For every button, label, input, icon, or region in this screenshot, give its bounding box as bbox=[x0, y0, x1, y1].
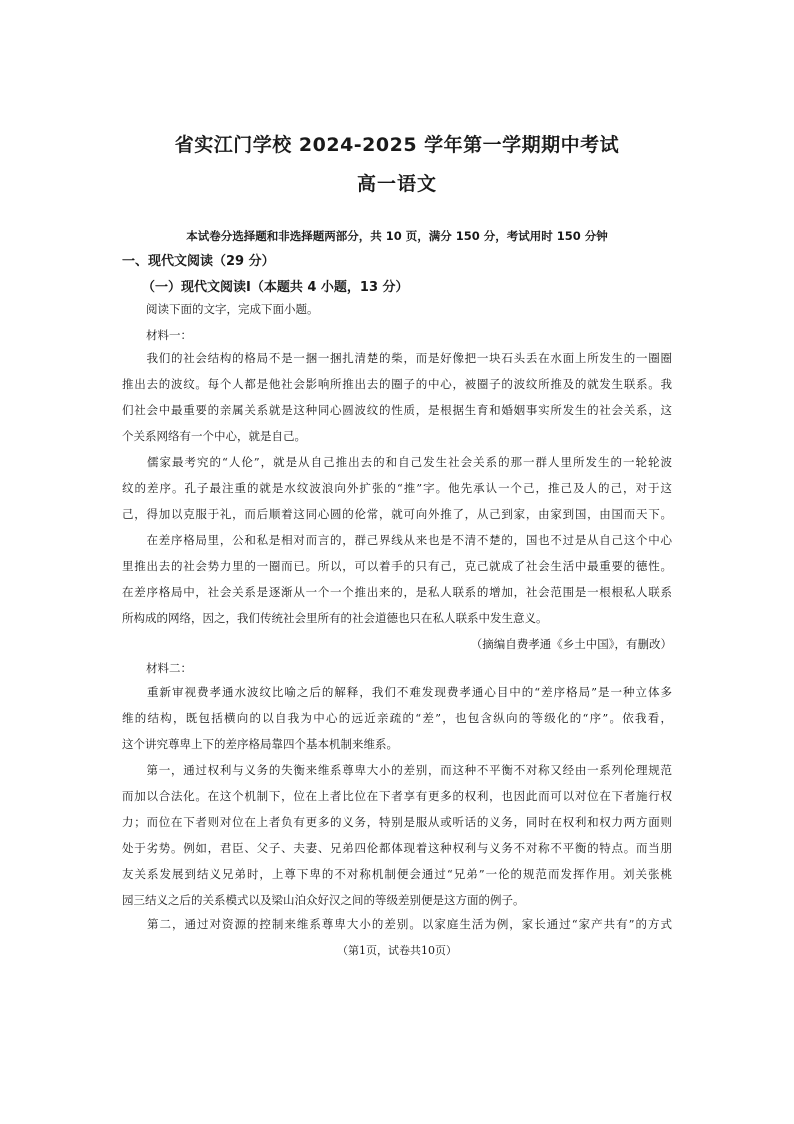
paragraph-line: 里推出去的社会势力里的一圈而已。所以，可以着手的只有己，克己就成了社会生活中最重要的德性。 bbox=[122, 559, 672, 573]
paragraph-line: 园三结义之后的关系模式以及梁山泊众好汉之间的等级差别便是这方面的例子。 bbox=[122, 893, 525, 907]
paragraph-line: 维的结构，既包括横向的以自我为中心的远近亲疏的“差”，也包含纵向的等级化的“序”。依我看， bbox=[122, 711, 672, 725]
paragraph-line: 第二，通过对资源的控制来维系尊卑大小的差别。以家庭生活为例，家长通过“家产共有”的方式 bbox=[122, 917, 672, 931]
material1-label: 材料一： bbox=[146, 328, 192, 342]
page-footer: （第1页，试卷共10页） bbox=[337, 944, 457, 957]
exam-note: 本试卷分选择题和非选择题两部分，共 10 页，满分 150 分，考试用时 150 分钟 bbox=[186, 229, 608, 243]
paragraph-line: 在差序格局中，社会关系是逐渐从一个一个推出来的，是私人联系的增加，社会范围是一根根私人联系 bbox=[122, 585, 672, 599]
paragraph-line: 纹的差序。孔子最注重的就是水纹波浪向外扩张的“推”字。他先承认一个己，推己及人的己，对于这 bbox=[122, 481, 672, 495]
material2-label: 材料二： bbox=[146, 661, 192, 675]
paragraph-line: 第一，通过权利与义务的失衡来维系尊卑大小的差别，而这种不平衡不对称又经由一系列伦理规范 bbox=[122, 763, 672, 777]
paragraph-line: 我们的社会结构的格局不是一捆一捆扎清楚的柴，而是好像把一块石头丢在水面上所发生的一圈圈 bbox=[122, 351, 672, 365]
paragraph-line: 己，得加以克服于礼，而后顺着这同心圆的伦常，就可向外推了，从己到家，由家到国，由国而天下。 bbox=[122, 507, 672, 521]
paragraph-line: 友关系发展到结义兄弟时，上尊下卑的不对称机制便会通过“兄弟”一伦的规范而发挥作用。刘关张桃 bbox=[122, 867, 672, 881]
paragraph-line: 儒家最考究的“人伦”，就是从自己推出去的和自己发生社会关系的那一群人里所发生的一轮轮波 bbox=[122, 455, 672, 469]
paragraph-line: 重新审视费孝通水波纹比喻之后的解释，我们不难发现费孝通心目中的“差序格局”是一种立体多 bbox=[122, 685, 672, 699]
exam-title: 省实江门学校 2024-2025 学年第一学期期中考试 bbox=[174, 134, 620, 156]
paragraph-line: 们社会中最重要的亲属关系就是这种同心圆波纹的性质，是根据生育和婚姻事实所发生的社会关系，这 bbox=[122, 403, 672, 417]
instruction-text: 阅读下面的文字，完成下面小题。 bbox=[146, 302, 319, 316]
paragraph-line: 处于劣势。例如，君臣、父子、夫妻、兄弟四伦都体现着这种权利与义务不对称不平衡的特点。而当朋 bbox=[122, 841, 672, 855]
section-heading: 一、现代文阅读（29 分） bbox=[122, 254, 275, 269]
paragraph-line: 推出去的波纹。每个人都是他社会影响所推出去的圈子的中心，被圈子的波纹所推及的就发生联系。我 bbox=[122, 377, 672, 391]
paragraph-line: 个关系网络有一个中心，就是自己。 bbox=[122, 429, 306, 443]
paragraph-line: 力；而位在下者则对位在上者负有更多的义务，特别是服从或听话的义务，同时在权利和权力两方面则 bbox=[122, 815, 672, 829]
paragraph-line: 在差序格局里，公和私是相对而言的，群己界线从来也是不清不楚的，国也不过是从自己这个中心 bbox=[122, 533, 672, 547]
paragraph-line: 而加以合法化。在这个机制下，位在上者比位在下者享有更多的权利，也因此而可以对位在下者施行权 bbox=[122, 789, 672, 803]
paragraph-line: 这个讲究尊卑上下的差序格局靠四个基本机制来维系。 bbox=[122, 737, 398, 751]
section-subheading: （一）现代文阅读Ⅰ（本题共 4 小题，13 分） bbox=[142, 280, 409, 295]
exam-subject: 高一语文 bbox=[356, 173, 437, 195]
paragraph-line: 所构成的网络，因之，我们传统社会里所有的社会道德也只在私人联系中发生意义。 bbox=[122, 611, 548, 625]
material1-source: （摘编自费孝通《乡土中国》，有删改） bbox=[470, 637, 672, 651]
